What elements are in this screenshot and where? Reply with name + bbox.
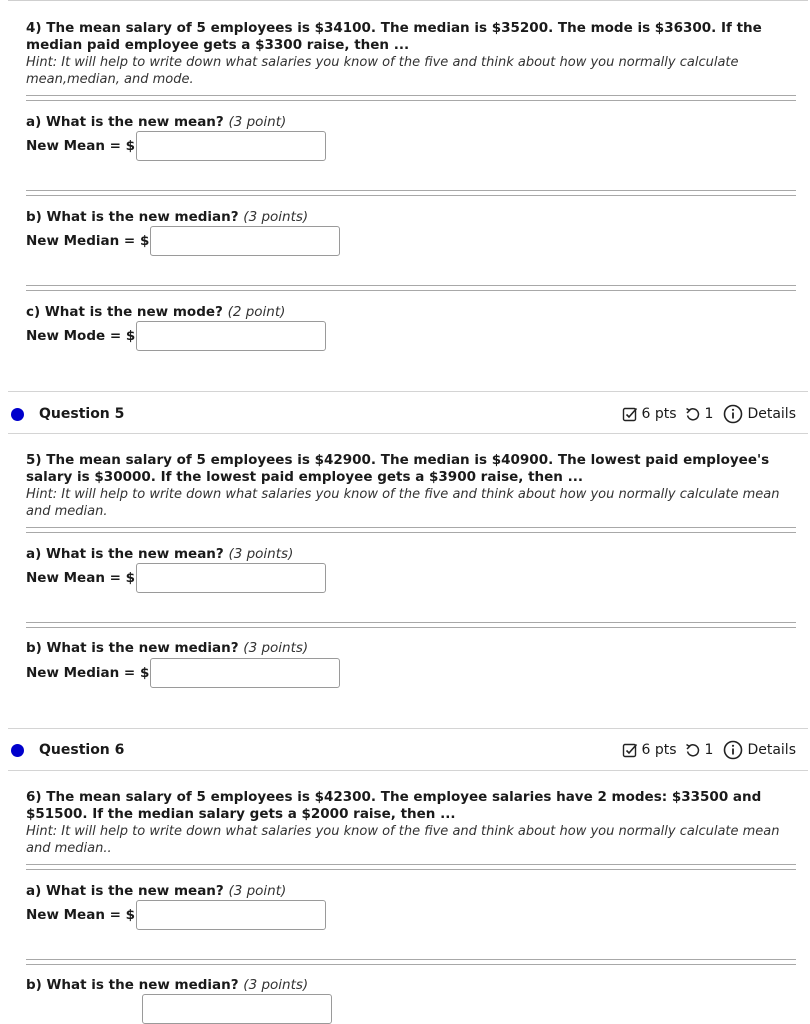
q4-part-b-question: b) What is the new median? (3 points) <box>26 209 309 225</box>
question-separator <box>8 728 808 729</box>
divider <box>26 95 796 101</box>
q6-part-a-question: a) What is the new mean? (3 point) <box>26 883 287 899</box>
q5-part-a-question: a) What is the new mean? (3 points) <box>26 546 294 562</box>
question-6-header <box>8 738 796 762</box>
divider <box>26 864 796 870</box>
question-4-text: 4) The mean salary of 5 employees is $34100. The median is $35200. The mode is $36300. If the median paid employee gets a $3300 raise, then ... <box>26 20 762 53</box>
question-title: Question 5 <box>39 406 125 422</box>
divider <box>26 959 796 965</box>
q6-part-b-question: b) What is the new median? (3 points) <box>26 977 309 993</box>
divider <box>26 527 796 533</box>
q5-part-b-answer-row <box>26 658 340 688</box>
new-median-input[interactable] <box>142 994 332 1024</box>
question-5-text: 5) The mean salary of 5 employees is $42900. The median is $40900. The lowest paid employee's salary is $30000. If the lowest paid employee gets a $3900 raise, then ... <box>26 452 770 485</box>
new-mean-input[interactable] <box>136 900 326 930</box>
new-mode-input[interactable] <box>136 321 326 351</box>
question-4-hint: Hint: It will help to write down what salaries you know of the five and think about how you normally calculate mean,median, and mode. <box>26 55 739 87</box>
checkbox-icon <box>622 742 638 758</box>
question-bullet-icon <box>11 408 24 421</box>
answer-label: New Median = $ <box>26 665 150 681</box>
answer-label: New Mean = $ <box>26 907 136 923</box>
divider <box>26 285 796 291</box>
q4-part-c-question: c) What is the new mode? (2 point) <box>26 304 286 320</box>
answer-label: New Median = $ <box>26 233 150 249</box>
retry-count: 1 <box>704 742 714 758</box>
points-value: 6 pts <box>641 742 677 758</box>
question-title: Question 6 <box>39 742 125 758</box>
question-6-hint: Hint: It will help to write down what salaries you know of the five and think about how you normally calculate mean and median.. <box>26 824 780 856</box>
q6-part-b-answer-row <box>26 994 332 1024</box>
new-mean-input[interactable] <box>136 131 326 161</box>
points-value: 6 pts <box>641 406 677 422</box>
question-5-body <box>26 452 791 520</box>
info-icon[interactable] <box>723 740 743 760</box>
checkbox-icon <box>622 406 638 422</box>
q5-part-b-question: b) What is the new median? (3 points) <box>26 640 309 656</box>
question-5-hint: Hint: It will help to write down what salaries you know of the five and think about how you normally calculate mean and median. <box>26 487 780 519</box>
question-meta <box>622 740 797 760</box>
q4-part-c-answer-row <box>26 321 326 351</box>
retry-icon <box>685 406 701 422</box>
answer-label: New Mean = $ <box>26 138 136 154</box>
q6-part-a-answer-row <box>26 900 326 930</box>
question-separator <box>8 391 808 392</box>
new-median-input[interactable] <box>150 658 340 688</box>
answer-label: New Mean = $ <box>26 570 136 586</box>
top-divider <box>8 0 808 1</box>
question-5-header <box>8 402 796 426</box>
q4-part-b-answer-row <box>26 226 340 256</box>
details-link[interactable]: Details <box>747 406 796 422</box>
info-icon[interactable] <box>723 404 743 424</box>
question-meta <box>622 404 797 424</box>
question-6-body <box>26 789 791 857</box>
retry-count: 1 <box>704 406 714 422</box>
q4-part-a-answer-row <box>26 131 326 161</box>
retry-icon <box>685 742 701 758</box>
divider <box>26 190 796 196</box>
divider <box>26 622 796 628</box>
question-6-text: 6) The mean salary of 5 employees is $42300. The employee salaries have 2 modes: $33500 and $51500. If the median salary gets a $2000 raise, then ... <box>26 789 762 822</box>
question-bullet-icon <box>11 744 24 757</box>
q4-part-a-question: a) What is the new mean? (3 point) <box>26 114 287 130</box>
header-separator <box>8 770 808 771</box>
q5-part-a-answer-row <box>26 563 326 593</box>
new-median-input[interactable] <box>150 226 340 256</box>
header-separator <box>8 433 808 434</box>
answer-label: New Mode = $ <box>26 328 136 344</box>
new-mean-input[interactable] <box>136 563 326 593</box>
question-4-body <box>26 20 791 88</box>
details-link[interactable]: Details <box>747 742 796 758</box>
